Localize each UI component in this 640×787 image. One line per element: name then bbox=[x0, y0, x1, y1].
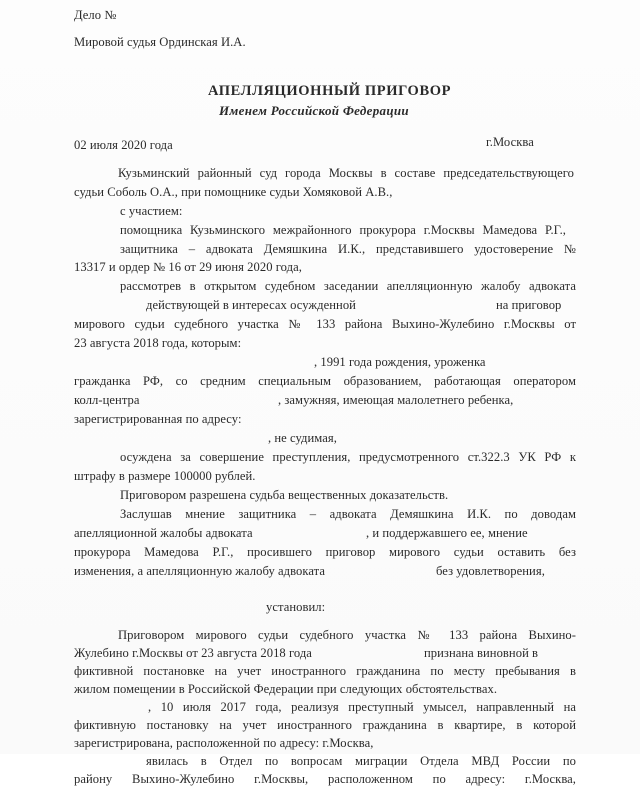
paragraph-line: району Выхино-Жулебино г.Москвы, расположенном по адресу: г.Москва, bbox=[74, 772, 576, 786]
paragraph-line: изменения, а апелляционную жалобу адвоката bbox=[74, 564, 326, 578]
document-city: г.Москва bbox=[486, 135, 534, 149]
paragraph-line: , замужняя, имеющая малолетнего ребенка, bbox=[278, 393, 514, 407]
section-heading-ustanovil: установил: bbox=[266, 600, 326, 614]
paragraph-line: защитника – адвоката Демяшкина И.К., представившего удостоверение № bbox=[120, 242, 576, 256]
paragraph-line: жилом помещении в Российской Федерации при следующих обстоятельствах. bbox=[74, 682, 498, 696]
paragraph-line: колл-центра bbox=[74, 393, 140, 407]
paragraph-line: , не судимая, bbox=[268, 431, 337, 445]
paragraph-line: с участием: bbox=[120, 204, 183, 218]
case-number: Дело № bbox=[74, 8, 117, 22]
paragraph-line: Приговором мирового судьи судебного участка № 133 района Выхино- bbox=[118, 628, 576, 642]
paragraph-line: признана виновной в bbox=[424, 646, 539, 660]
paragraph-line: прокурора Мамедова Р.Г., просившего приговор мирового судьи оставить без bbox=[74, 545, 576, 559]
document-date: 02 июля 2020 года bbox=[74, 138, 173, 152]
paragraph-line: 13317 и ордер № 16 от 29 июня 2020 года, bbox=[74, 260, 302, 274]
paragraph-line: Кузьминский районный суд города Москвы в составе председательствующего bbox=[118, 166, 574, 180]
paragraph-line: Приговором разрешена судьба вещественных доказательств. bbox=[120, 488, 449, 502]
paragraph-line: явилась в Отдел по вопросам миграции Отдела МВД России по bbox=[146, 754, 576, 768]
paragraph-line: штрафу в размере 100000 рублей. bbox=[74, 469, 256, 483]
document-subtitle: Именем Российской Федерации bbox=[219, 103, 409, 118]
paragraph-line: на приговор bbox=[496, 298, 562, 312]
paragraph-line: фиктивную постановку на учет иностранного гражданина в квартире, в которой bbox=[74, 718, 576, 732]
paragraph-line: зарегистрированная по адресу: bbox=[74, 412, 242, 426]
paragraph-line: зарегистрирована, расположенной по адресу: г.Москва, bbox=[74, 736, 374, 750]
trial-judge: Мировой судья Ординская И.А. bbox=[74, 35, 246, 49]
document-title: АПЕЛЛЯЦИОННЫЙ ПРИГОВОР bbox=[208, 83, 452, 99]
paragraph-line: , 1991 года рождения, уроженка bbox=[314, 355, 486, 369]
paragraph-line: Заслушав мнение защитника – адвоката Демяшкина И.К. по доводам bbox=[120, 507, 576, 521]
paragraph-line: помощника Кузьминского межрайонного прокурора г.Москвы Мамедова Р.Г., bbox=[120, 223, 566, 237]
paragraph-line: гражданка РФ, со средним специальным образованием, работающая оператором bbox=[74, 374, 576, 388]
paragraph-line: апелляционной жалобы адвоката bbox=[74, 526, 253, 540]
paragraph-line: без удовлетворения, bbox=[436, 564, 545, 578]
paragraph-line: мирового судьи судебного участка № 133 района Выхино-Жулебино г.Москвы от bbox=[74, 317, 576, 331]
paragraph-line: судьи Соболь О.А., при помощнике судьи Хомяковой А.В., bbox=[74, 185, 393, 199]
paragraph-line: действующей в интересах осужденной bbox=[146, 298, 356, 312]
paragraph-line: , 10 июля 2017 года, реализуя преступный умысел, направленный на bbox=[148, 700, 576, 714]
paragraph-line: , и поддержавшего ее, мнение bbox=[366, 526, 528, 540]
paragraph-line: осуждена за совершение преступления, предусмотренного ст.322.3 УК РФ к bbox=[120, 450, 576, 464]
paragraph-line: рассмотрев в открытом судебном заседании апелляционную жалобу адвоката bbox=[120, 279, 576, 293]
paragraph-line: Жулебино г.Москвы от 23 августа 2018 года bbox=[74, 646, 312, 660]
paragraph-line: фиктивной постановке на учет иностранного гражданина по месту пребывания в bbox=[74, 664, 576, 678]
paragraph-line: 23 августа 2018 года, которым: bbox=[74, 336, 242, 350]
